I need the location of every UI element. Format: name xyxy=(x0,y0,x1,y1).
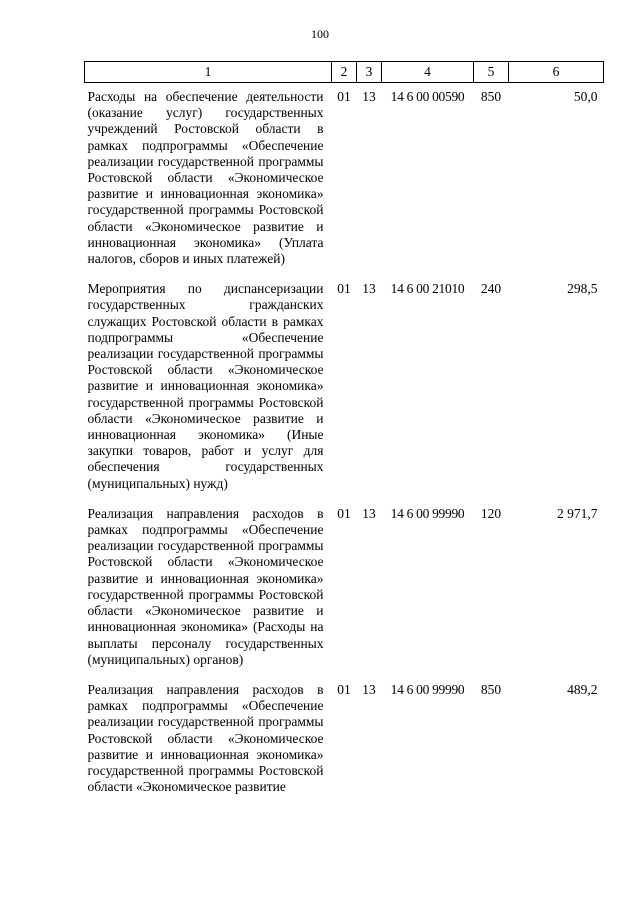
row-subsection: 13 xyxy=(362,89,376,104)
row-expense-type: 850 xyxy=(480,89,502,104)
header-col-4: 4 xyxy=(382,62,474,83)
table-row xyxy=(85,275,604,500)
table-header-row xyxy=(85,62,604,83)
table-row xyxy=(85,676,604,803)
budget-table xyxy=(84,61,604,803)
row-amount: 50,0 xyxy=(573,89,598,104)
header-col-3: 3 xyxy=(357,62,382,83)
row-subsection: 13 xyxy=(362,681,376,697)
header-col-6: 6 xyxy=(509,62,604,83)
row-amount: 2 971,7 xyxy=(557,505,598,521)
row-description: Реализация направления расходов в рамках подпрограммы «Обеспечение реализации государственной программы Ростовской области «Экономическое развитие и инновационная экономика» государственной программы Ростовской области «Экономическое развитие xyxy=(87,681,324,795)
row-target-code: 14 6 00 99990 xyxy=(390,681,465,697)
row-target-code: 14 6 00 99990 xyxy=(390,505,465,521)
row-subsection: 13 xyxy=(362,505,376,521)
row-description: Мероприятия по диспансеризации государственных гражданских служащих Ростовской области в рамках подпрограммы «Обеспечение реализации государственной программы Ростовской области «Экономическое развитие и инновационная экономика» государственной программы Ростовской области «Экономическое развитие и инновационная экономика» (Иные закупки товаров, работ и услуг для обеспечения государственных (муниципальных) нужд) xyxy=(87,281,324,491)
header-col-5: 5 xyxy=(474,62,509,83)
table-row xyxy=(85,83,604,276)
row-target-code: 14 6 00 00590 xyxy=(390,89,465,104)
table-row xyxy=(85,500,604,676)
row-section: 01 xyxy=(337,281,351,297)
row-section: 01 xyxy=(337,681,351,697)
row-amount: 489,2 xyxy=(567,681,598,697)
row-expense-type: 850 xyxy=(480,681,502,697)
row-description: Реализация направления расходов в рамках подпрограммы «Обеспечение реализации государственной программы Ростовской области «Экономическое развитие и инновационная экономика» государственной программы Ростовской области «Экономическое развитие и инновационная экономика» (Расходы на выплаты персоналу государственных (муниципальных) органов) xyxy=(87,505,324,667)
row-expense-type: 240 xyxy=(480,281,502,297)
row-amount: 298,5 xyxy=(567,281,598,297)
row-description: Расходы на обеспечение деятельности (оказание услуг) государственных учреждений Ростовской области в рамках подпрограммы «Обеспечение реализации государственной программы Ростовской области «Экономическое развитие и инновационная экономика» государственной программы Ростовской области «Экономическое развитие и инновационная экономика» (Уплата налогов, сборов и иных платежей) xyxy=(87,89,324,267)
row-section: 01 xyxy=(337,89,351,104)
header-col-1: 1 xyxy=(85,62,332,83)
row-target-code: 14 6 00 21010 xyxy=(390,281,465,297)
page-number: 100 xyxy=(311,27,329,41)
header-col-2: 2 xyxy=(332,62,357,83)
row-expense-type: 120 xyxy=(480,505,502,521)
row-section: 01 xyxy=(337,505,351,521)
row-subsection: 13 xyxy=(362,281,376,297)
